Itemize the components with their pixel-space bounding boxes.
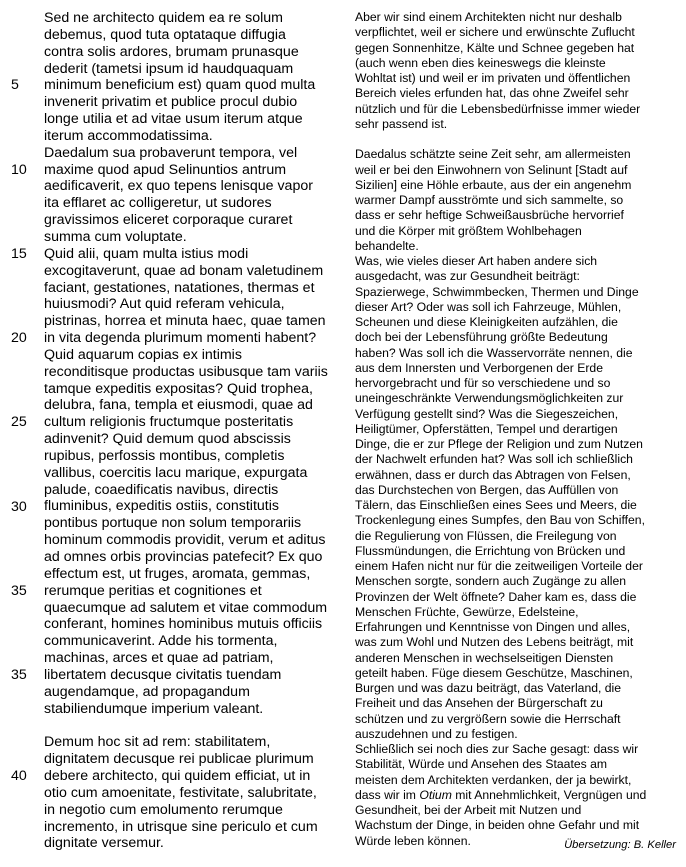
latin-line: dignitate versemur. bbox=[44, 835, 164, 852]
latin-line: pistrinas, horrea et minuta haec, quae tamen bbox=[44, 313, 326, 330]
german-line bbox=[355, 605, 677, 620]
latin-line: in negotio cum emolumento rerumque bbox=[44, 801, 283, 818]
german-line bbox=[355, 102, 677, 117]
german-line bbox=[355, 10, 677, 25]
latin-line: contra solis ardores, brumam prunasque bbox=[44, 43, 299, 60]
latin-line: debemus, quod tuta optataque diffugia bbox=[44, 26, 286, 43]
latin-line: Quid alii, quam multa istius modi bbox=[44, 245, 249, 262]
line-number: 40 bbox=[11, 768, 27, 785]
german-text: was zum Wohl und Nutzen des Lebens beiträgt, mit bbox=[355, 635, 634, 650]
german-text: Burgen und was dazu beiträgt, das Vaterland, die bbox=[355, 681, 622, 695]
latin-line: reconditisque productas usibusque tam variis bbox=[44, 363, 328, 380]
latin-line: debere architecto, qui quidem efficiat, ut in bbox=[44, 767, 311, 784]
latin-line: rerumque peritias et cognitiones et bbox=[44, 582, 262, 599]
german-text: Freiheit und das Ansehen der Bürgerschaft zu bbox=[355, 696, 603, 711]
latin-line: fluminibus, expeditis ostiis, constitutis bbox=[44, 498, 279, 515]
german-text: dass wir im bbox=[355, 787, 420, 802]
german-line bbox=[355, 269, 677, 284]
german-line bbox=[355, 346, 677, 361]
latin-line: communicaverint. Adde his tormenta, bbox=[44, 633, 278, 650]
latin-line: pontibus portuque non solum temporariis bbox=[44, 515, 302, 532]
german-text: das Durchstechen von Bergen, das Auffüllen von bbox=[355, 482, 619, 497]
german-line bbox=[355, 208, 677, 223]
german-line bbox=[355, 483, 677, 498]
german-text: Erfahrungen und Kenntnisse von Dingen und alles, bbox=[355, 620, 631, 634]
german-line bbox=[355, 25, 677, 40]
latin-line: hominum commodis providit, verum et aditus bbox=[44, 532, 326, 549]
otium-word: Otium bbox=[419, 787, 452, 802]
german-text: Gesundheit, bei der Arbeit mit Nutzen und bbox=[355, 803, 582, 817]
german-line bbox=[355, 376, 677, 391]
german-line bbox=[355, 742, 677, 757]
german-text: nützlich und für die Lebensbedürfnisse immer wieder bbox=[355, 101, 641, 116]
german-text: warmer Dampf ausströmte und sich sammelte, so bbox=[355, 193, 624, 207]
latin-line: invenerit privatim et publice procul dubio bbox=[44, 94, 298, 111]
latin-line: cultum religionis fructumque posteritatis bbox=[44, 414, 294, 431]
german-text: Sizilien] eine Höhle erbaute, aus der ein angenehm bbox=[355, 177, 632, 192]
german-line bbox=[355, 727, 677, 742]
latin-line: vallibus, coercitis lacu marique, expurgata bbox=[44, 464, 308, 481]
latin-line: minimum beneficium est) quam quod multa bbox=[44, 77, 316, 94]
german-line bbox=[355, 773, 677, 788]
latin-line: rupibus, perfossis montibus, completis bbox=[44, 447, 285, 464]
german-text: Menschen Früchte, Gewürze, Edelsteine, bbox=[355, 604, 579, 619]
german-text: erwähnen, dass er durch das Abtragen von Felsen, bbox=[355, 467, 631, 482]
german-text: Verfügung gestellt sind? Was die Siegeszeichen, bbox=[355, 406, 619, 421]
german-text: weil er bei den Einwohnern von Selinunt [Stadt auf bbox=[355, 162, 628, 177]
german-text: Bereich vieles erfunden hat, das ohne Zweifel sehr bbox=[355, 86, 629, 101]
line-number: 35 bbox=[11, 667, 27, 684]
german-line bbox=[355, 330, 677, 345]
line-number: 25 bbox=[11, 414, 27, 431]
german-text: Provinzen der Welt öffnete? Daher kam es, dass die bbox=[355, 589, 637, 604]
german-line bbox=[355, 300, 677, 315]
german-line bbox=[355, 696, 677, 711]
latin-line: Demum hoc sit ad rem: stabilitatem, bbox=[44, 734, 271, 751]
german-text: meisten dem Architekten verdanken, der ja bewirkt, bbox=[355, 772, 632, 787]
line-number: 30 bbox=[11, 498, 27, 515]
german-line bbox=[355, 163, 677, 178]
german-text: Spazierwege, Schwimmbecken, Thermen und Dinge bbox=[355, 284, 639, 299]
german-line bbox=[355, 666, 677, 681]
latin-line: in vita degenda plurimum momenti habent? bbox=[44, 330, 317, 347]
german-line bbox=[355, 468, 677, 483]
latin-line: huiusmodi? Aut quid referam vehicula, bbox=[44, 296, 285, 313]
german-column bbox=[355, 10, 677, 849]
german-text: Flussmündungen, die Errichtung von Brücken und bbox=[355, 543, 626, 558]
german-line bbox=[355, 56, 677, 71]
german-line bbox=[355, 712, 677, 727]
german-text: doch bei der Lebensführung größte Bedeutung bbox=[355, 330, 608, 345]
latin-line: stabiliendumque imperium valeant. bbox=[44, 700, 264, 717]
german-text: anderen Menschen in wechselseitigen Diensten bbox=[355, 650, 614, 665]
german-line bbox=[355, 803, 677, 818]
german-text: Daedalus schätzte seine Zeit sehr, am allermeisten bbox=[355, 147, 631, 162]
german-text: Wachstum der Dinge, in beiden ohne Gefahr und mit bbox=[355, 818, 640, 833]
german-line bbox=[355, 224, 677, 239]
german-text: dass er sehr heftige Schweißausbrüche hervorrief bbox=[355, 208, 624, 223]
paragraph-gap bbox=[44, 717, 344, 734]
german-line bbox=[355, 407, 677, 422]
latin-line: dignitatem decusque rei publicae plurimum bbox=[44, 751, 314, 768]
german-text: und die Körper mit größtem Wohlbehagen bbox=[355, 223, 582, 238]
german-line bbox=[355, 452, 677, 467]
german-line bbox=[355, 620, 677, 635]
german-line bbox=[355, 757, 677, 772]
latin-line: augendamque, ad propagandum bbox=[44, 683, 250, 700]
german-text: Dinge, die er zur Pflege der Religion und zum Nutzen bbox=[355, 437, 643, 451]
latin-line: maxime quod apud Selinuntios antrum bbox=[44, 161, 287, 178]
latin-line: gravissimos eliceret corporaque curaret bbox=[44, 212, 293, 229]
latin-line: incremento, in utrisque sine periculo et cum bbox=[44, 818, 318, 835]
german-line bbox=[355, 635, 677, 650]
latin-line: Sed ne architecto quidem ea re solum bbox=[44, 10, 283, 26]
german-line bbox=[355, 117, 677, 132]
latin-line: adinvenit? Quid demum quod abscissis bbox=[44, 431, 291, 448]
latin-line: ad omnes orbis provincias patefecit? Ex quo bbox=[44, 549, 323, 565]
german-text: Stabilität, Würde und Ansehen des Staates am bbox=[355, 757, 608, 772]
german-line bbox=[355, 285, 677, 300]
latin-line: palude, coaedificatis navibus, directis bbox=[44, 481, 279, 498]
german-line bbox=[355, 361, 677, 376]
german-text: verpflichtet, weil er sichere und erwünschte Zuflucht bbox=[355, 25, 635, 40]
german-text: Heiligtümer, Opferstätten, Tempel und derartigen bbox=[355, 421, 618, 436]
german-text: behandelte. bbox=[355, 238, 419, 253]
line-number: 15 bbox=[11, 245, 27, 262]
german-text: hervorgebracht und für so verschiedene und so bbox=[355, 376, 611, 390]
latin-column bbox=[44, 10, 344, 852]
german-text: Wohltat ist) und weil er im privaten und öffentlichen bbox=[355, 71, 631, 85]
german-line bbox=[355, 818, 677, 833]
german-text: Würde leben können. bbox=[355, 833, 471, 848]
german-text: ausgedacht, was zur Gesundheit beiträgt: bbox=[355, 269, 580, 284]
german-line bbox=[355, 651, 677, 666]
german-text: Aber wir sind einem Architekten nicht nur deshalb bbox=[355, 10, 622, 24]
german-line bbox=[355, 498, 677, 513]
german-text: der Nachwelt erfunden hat? Was soll ich schließlich bbox=[355, 452, 633, 467]
latin-line: faciant, gestationes, natationes, thermas et bbox=[44, 279, 315, 296]
latin-line: iterum accommodatissima. bbox=[44, 127, 213, 144]
german-line bbox=[355, 559, 677, 574]
latin-line: longe utilia et ad vitae usum iterum atque bbox=[44, 111, 303, 128]
latin-line: excogitaverunt, quae ad bonam valetudinem bbox=[44, 262, 324, 279]
latin-line: effectum est, ut fruges, aromata, gemmas, bbox=[44, 565, 311, 582]
translation-credit: Übersetzung: B. Keller bbox=[564, 839, 676, 851]
german-line bbox=[355, 437, 677, 452]
german-text: uneingeschränkte Verwendungsmöglichkeiten zur bbox=[355, 391, 624, 406]
line-number: 35 bbox=[11, 582, 27, 599]
german-text: schützen und zu vergrößern sowie die Herrschaft bbox=[355, 711, 621, 726]
german-text: sehr passend ist. bbox=[355, 116, 448, 131]
german-text: auszudehnen und zu festigen. bbox=[355, 726, 518, 741]
german-text: einem Hafen nicht nur für die zeitweiligen Vorteile der bbox=[355, 559, 643, 573]
german-text: gegen Sonnenhitze, Kälte und Schnee gegeben hat bbox=[355, 40, 635, 55]
latin-line: Quid aquarum copias ex intimis bbox=[44, 346, 242, 363]
german-text: Tälern, das Einschließen eines Sees und Meers, die bbox=[355, 498, 637, 512]
latin-line: conferant, homines hominibus mutuis officiis bbox=[44, 616, 323, 633]
german-line bbox=[355, 391, 677, 406]
german-text: haben? Was soll ich die Wasservorräte nennen, die bbox=[355, 345, 633, 360]
latin-line: tamque expeditis expositas? Quid trophea, bbox=[44, 380, 313, 397]
german-text: Was, wie vieles dieser Art haben andere sich bbox=[355, 254, 598, 268]
latin-line: ita efflaret ac colligeretur, ut sudores bbox=[44, 195, 272, 212]
german-line bbox=[355, 193, 677, 208]
german-line bbox=[355, 513, 677, 528]
latin-line: delubra, fana, templa et eiusmodi, quae ad bbox=[44, 397, 313, 414]
line-number: 20 bbox=[11, 330, 27, 347]
german-line bbox=[355, 529, 677, 544]
german-line bbox=[355, 574, 677, 589]
latin-line: quaecumque ad salutem et vitae commodum bbox=[44, 599, 328, 616]
latin-line: dederit (tametsi ipsum id haudquaquam bbox=[44, 60, 294, 77]
german-line bbox=[355, 86, 677, 101]
line-number: 10 bbox=[11, 161, 27, 178]
german-line bbox=[355, 41, 677, 56]
german-text: mit Annehmlichkeit, Vergnügen und bbox=[451, 787, 647, 802]
latin-line: otio cum amoenitate, festivitate, salubritate, bbox=[44, 784, 317, 801]
line-number: 5 bbox=[11, 77, 19, 94]
german-line bbox=[355, 254, 677, 269]
german-text: geteilt haben. Füge diesem Geschütze, Maschinen, bbox=[355, 665, 633, 680]
german-text: dieser Art? Oder was soll ich Fahrzeuge, Mühlen, bbox=[355, 299, 622, 314]
latin-line: libertatem decusque civitatis tuendam bbox=[44, 666, 282, 683]
german-text: (auch wenn eben dies keineswegs die kleinste bbox=[355, 55, 606, 70]
german-line bbox=[355, 315, 677, 330]
latin-line: Daedalum sua probaverunt tempora, vel bbox=[44, 144, 298, 161]
german-line bbox=[355, 178, 677, 193]
german-line bbox=[355, 788, 677, 803]
latin-line: machinas, arces et quae ad patriam, bbox=[44, 650, 274, 667]
german-line bbox=[355, 590, 677, 605]
german-line bbox=[355, 544, 677, 559]
german-line bbox=[355, 681, 677, 696]
german-line bbox=[355, 239, 677, 254]
german-line bbox=[355, 422, 677, 437]
german-line bbox=[355, 147, 677, 162]
german-text: die Regulierung von Flüssen, die Freilegung von bbox=[355, 528, 617, 543]
german-text: Schließlich sei noch dies zur Sache gesagt: dass wir bbox=[355, 742, 639, 756]
latin-line: aedificaverit, ex quo tepens lenisque vapor bbox=[44, 178, 313, 195]
german-line bbox=[355, 71, 677, 86]
latin-line: summa cum voluptate. bbox=[44, 228, 187, 245]
german-text: Trockenlegung eines Sumpfes, den Bau von Schiffen, bbox=[355, 513, 645, 528]
german-text: aus dem Innersten und Verborgenen der Erde bbox=[355, 360, 603, 375]
german-text: Scheunen und diese Kleinigkeiten aufzählen, die bbox=[355, 315, 618, 329]
paragraph-gap bbox=[355, 132, 677, 147]
german-text: Menschen sorgte, sondern auch Zugänge zu allen bbox=[355, 574, 627, 589]
